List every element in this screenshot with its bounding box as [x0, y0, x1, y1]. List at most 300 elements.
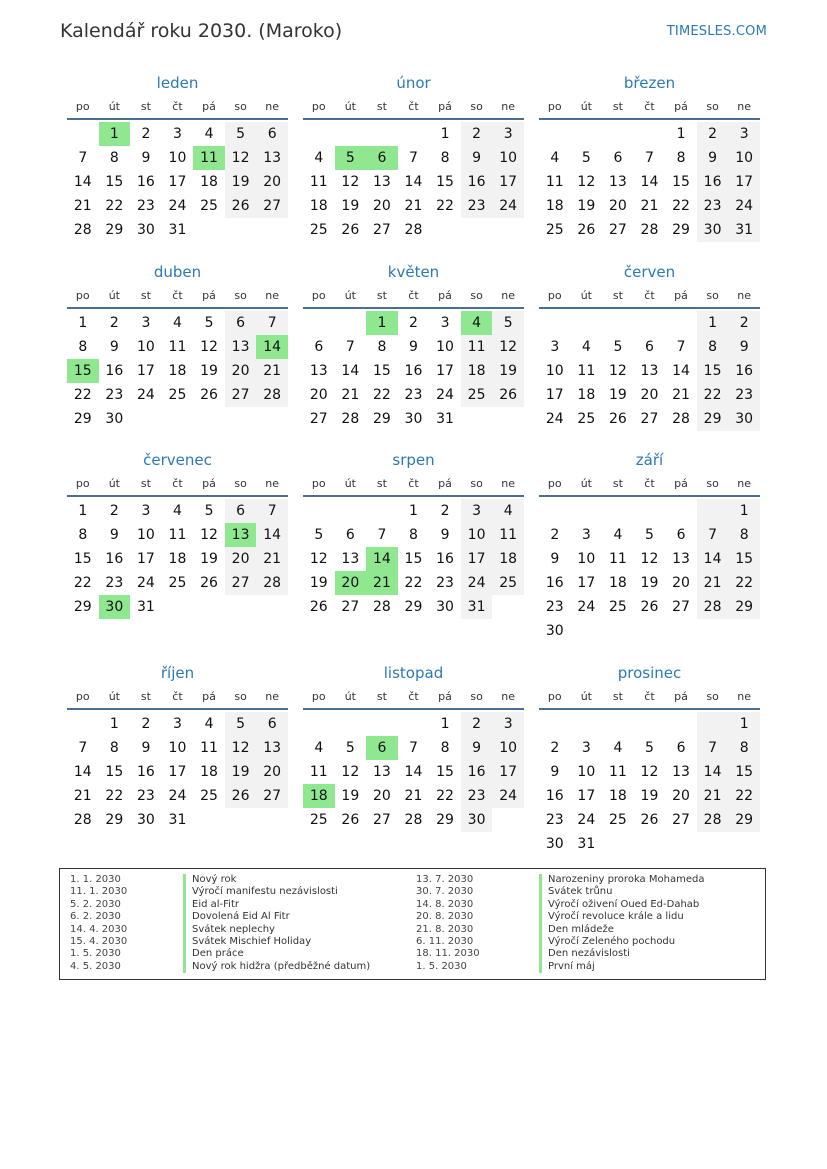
weekday-label: po	[311, 288, 326, 302]
day-cell: 5	[204, 315, 214, 331]
legend-date: 6. 11. 2030	[416, 935, 474, 947]
legend-holiday-name: Výročí manifestu nezávislosti	[183, 886, 370, 898]
day-cell: 2	[461, 122, 493, 146]
weekday-label: čt	[408, 476, 419, 490]
day-cell: 13	[672, 551, 690, 567]
day-cell: 7	[409, 740, 418, 756]
day-cell: 3	[440, 315, 450, 331]
day-cell-empty	[256, 595, 288, 619]
day-cell: 25	[608, 599, 627, 615]
month-listopad	[303, 662, 524, 832]
day-cell: 10	[136, 527, 155, 543]
day-cell: 30	[105, 411, 124, 427]
day-cell-empty	[193, 218, 225, 242]
day-cell: 6	[676, 740, 686, 756]
day-cell: 18	[608, 788, 627, 804]
weekday-header	[67, 283, 288, 309]
day-cell: 28	[372, 599, 391, 615]
day-cell: 7	[676, 339, 686, 355]
day-cell: 7	[78, 150, 88, 166]
legend-date: 14. 8. 2030	[416, 898, 474, 910]
day-cell: 28	[73, 222, 92, 238]
day-cell: 22	[404, 575, 423, 591]
day-cell: 2	[109, 315, 119, 331]
day-cell: 25	[577, 411, 596, 427]
day-cell: 23	[404, 387, 423, 403]
day-cell: 6	[314, 339, 324, 355]
weekday-label: pá	[674, 476, 688, 490]
day-cell: 6	[225, 311, 257, 335]
day-cell: 25	[461, 383, 493, 407]
day-cell: 17	[436, 363, 454, 379]
legend-col-dates-right	[416, 874, 480, 973]
day-cell: 26	[640, 599, 659, 615]
day-cell: 28	[404, 222, 423, 238]
weekday-label: pá	[202, 689, 216, 703]
day-cell: 31	[168, 222, 187, 238]
day-cell: 29	[728, 808, 760, 832]
day-cell: 21	[672, 387, 690, 403]
weekday-label: so	[470, 288, 483, 302]
weekday-label: po	[311, 476, 326, 490]
day-cell: 26	[577, 222, 596, 238]
day-cell-empty	[539, 499, 571, 523]
legend-date: 21. 8. 2030	[416, 923, 474, 935]
weekday-label: st	[612, 476, 623, 490]
day-cell: 17	[577, 575, 596, 591]
day-cell: 30	[545, 623, 564, 639]
day-cell: 25	[309, 812, 328, 828]
day-cell: 2	[440, 503, 450, 519]
day-cell-empty	[398, 122, 430, 146]
day-cell-empty	[492, 808, 524, 832]
legend-date: 4. 5. 2030	[70, 960, 121, 972]
day-cell: 8	[78, 339, 88, 355]
weekday-label: st	[140, 288, 151, 302]
day-cell: 20	[372, 788, 391, 804]
weekday-label: po	[547, 288, 562, 302]
month-červen	[539, 261, 760, 431]
day-cell: 15	[436, 764, 454, 780]
weekday-label: po	[75, 689, 90, 703]
month-name: leden	[156, 74, 199, 92]
day-cell: 1	[109, 716, 119, 732]
weekday-label: út	[108, 99, 120, 113]
legend-date: 1. 1. 2030	[70, 874, 121, 885]
day-cell: 16	[461, 760, 493, 784]
day-cell: 26	[492, 383, 524, 407]
month-prosinec	[539, 662, 760, 856]
day-cell: 29	[73, 599, 92, 615]
day-cell: 2	[461, 712, 493, 736]
day-cell: 14	[697, 760, 729, 784]
weekday-header	[539, 684, 760, 710]
day-cell: 8	[676, 150, 686, 166]
month-name: listopad	[383, 664, 444, 682]
day-cell-empty	[539, 122, 571, 146]
legend-date: 18. 11. 2030	[416, 948, 480, 960]
day-cell: 31	[168, 812, 187, 828]
day-cell: 11	[608, 551, 627, 567]
day-cell: 5	[225, 712, 257, 736]
legend-holiday-name: Den práce	[183, 948, 370, 960]
day-cell: 24	[545, 411, 564, 427]
day-cell: 18	[608, 575, 627, 591]
weekday-label: so	[706, 288, 719, 302]
day-cell: 11	[168, 339, 187, 355]
weekday-label: so	[234, 288, 247, 302]
day-cell: 17	[168, 764, 187, 780]
weekday-label: so	[706, 476, 719, 490]
day-cell: 14	[256, 335, 288, 359]
day-cell: 4	[550, 150, 560, 166]
day-cell: 18	[200, 764, 218, 780]
day-cell: 24	[461, 571, 493, 595]
weekday-header	[539, 471, 760, 497]
day-cell-empty	[193, 808, 225, 832]
day-cell: 10	[545, 363, 564, 379]
month-name: únor	[396, 74, 431, 92]
weekday-label: ne	[501, 99, 516, 113]
day-grid	[539, 712, 760, 856]
day-cell: 7	[78, 740, 88, 756]
day-cell: 3	[492, 122, 524, 146]
day-cell: 26	[309, 599, 328, 615]
weekday-label: st	[612, 99, 623, 113]
day-cell: 13	[256, 146, 288, 170]
day-cell: 19	[200, 363, 218, 379]
day-cell: 16	[545, 788, 564, 804]
day-cell: 29	[436, 812, 454, 828]
day-cell: 30	[697, 218, 729, 242]
day-cell: 30	[728, 407, 760, 431]
day-cell: 18	[545, 198, 564, 214]
day-cell: 23	[436, 575, 454, 591]
day-cell: 8	[440, 740, 450, 756]
legend-col-names-left	[183, 874, 370, 973]
legend-holiday-name: Nový rok hidžra (předběžné datum)	[183, 961, 370, 973]
day-cell: 8	[440, 150, 450, 166]
weekday-label: čt	[644, 476, 655, 490]
legend-date: 1. 5. 2030	[70, 948, 121, 960]
day-cell: 30	[461, 808, 493, 832]
day-cell: 15	[105, 174, 124, 190]
day-grid	[539, 499, 760, 643]
day-cell: 21	[73, 198, 92, 214]
weekday-label: po	[547, 689, 562, 703]
day-cell: 20	[672, 788, 690, 804]
day-cell: 31	[577, 836, 596, 852]
day-cell: 20	[225, 359, 257, 383]
day-cell: 3	[581, 740, 591, 756]
day-cell: 9	[697, 146, 729, 170]
day-cell: 3	[173, 126, 182, 142]
day-cell: 19	[225, 170, 257, 194]
day-cell: 26	[341, 812, 360, 828]
weekday-label: čt	[408, 689, 419, 703]
day-cell: 13	[309, 363, 328, 379]
month-červenec	[67, 449, 288, 619]
day-cell: 19	[341, 788, 360, 804]
day-cell: 23	[105, 575, 124, 591]
day-cell: 18	[461, 359, 493, 383]
weekday-label: po	[75, 476, 90, 490]
day-cell-empty	[697, 499, 729, 523]
day-cell-empty	[492, 218, 524, 242]
day-cell-empty	[461, 407, 493, 431]
day-cell: 26	[225, 784, 257, 808]
day-cell: 13	[372, 764, 391, 780]
day-cell-empty	[602, 619, 634, 643]
day-cell: 28	[256, 571, 288, 595]
day-cell: 19	[225, 760, 257, 784]
day-cell: 1	[78, 315, 88, 331]
day-cell: 22	[436, 198, 454, 214]
day-cell: 15	[728, 760, 760, 784]
day-cell: 5	[204, 503, 214, 519]
day-cell: 11	[309, 764, 328, 780]
calendar-grid	[67, 72, 760, 852]
day-cell: 14	[697, 547, 729, 571]
day-cell-empty	[256, 218, 288, 242]
month-září	[539, 449, 760, 643]
day-cell-empty	[225, 595, 257, 619]
day-cell: 12	[640, 551, 659, 567]
day-cell: 13	[372, 174, 391, 190]
day-cell-empty	[225, 407, 257, 431]
day-cell: 4	[173, 503, 182, 519]
day-cell: 4	[173, 315, 182, 331]
day-cell-empty	[571, 499, 603, 523]
day-cell-empty	[728, 619, 760, 643]
weekday-label: so	[470, 476, 483, 490]
day-cell: 27	[341, 599, 360, 615]
weekday-label: pá	[438, 99, 452, 113]
day-cell: 23	[461, 784, 493, 808]
day-cell: 24	[168, 198, 187, 214]
day-cell-empty	[193, 407, 225, 431]
day-cell: 2	[141, 716, 151, 732]
day-cell-empty	[634, 499, 666, 523]
day-cell: 29	[372, 411, 391, 427]
day-cell: 14	[256, 523, 288, 547]
site-logo[interactable]: TIMESLES.COM	[666, 24, 767, 39]
day-cell: 14	[672, 363, 690, 379]
day-cell: 8	[109, 150, 119, 166]
day-cell: 9	[550, 764, 560, 780]
day-cell: 11	[461, 335, 493, 359]
day-cell: 19	[577, 198, 596, 214]
day-cell: 9	[109, 339, 119, 355]
day-cell: 5	[345, 740, 355, 756]
day-grid	[303, 499, 524, 619]
day-cell: 14	[640, 174, 659, 190]
weekday-header	[303, 94, 524, 120]
day-cell-empty	[225, 218, 257, 242]
weekday-label: st	[140, 99, 151, 113]
weekday-label: pá	[674, 99, 688, 113]
legend-holiday-name: Výročí Zeleného pochodu	[539, 936, 704, 948]
day-cell: 12	[341, 764, 360, 780]
day-cell: 7	[697, 523, 729, 547]
day-cell: 7	[377, 527, 387, 543]
day-cell: 9	[461, 146, 493, 170]
legend-holiday-name: Výročí oživení Oued Ed-Dahab	[539, 899, 704, 911]
day-cell: 21	[256, 359, 288, 383]
day-cell: 16	[461, 170, 493, 194]
day-cell: 4	[314, 740, 324, 756]
day-cell: 31	[728, 218, 760, 242]
day-cell-empty	[539, 311, 571, 335]
day-cell: 16	[105, 551, 124, 567]
day-cell: 20	[256, 170, 288, 194]
day-cell: 4	[492, 499, 524, 523]
day-cell: 11	[577, 363, 596, 379]
day-cell: 28	[697, 808, 729, 832]
day-cell: 9	[440, 527, 450, 543]
day-cell: 9	[461, 736, 493, 760]
month-name: březen	[623, 74, 676, 92]
weekday-label: st	[612, 288, 623, 302]
day-cell: 25	[492, 571, 524, 595]
day-cell: 31	[461, 595, 493, 619]
day-cell-empty	[634, 712, 666, 736]
day-cell: 22	[728, 784, 760, 808]
day-cell: 24	[492, 194, 524, 218]
day-cell-empty	[67, 122, 99, 146]
legend-date: 6. 2. 2030	[70, 911, 121, 923]
day-cell: 4	[204, 716, 214, 732]
day-cell: 16	[436, 551, 454, 567]
weekday-label: pá	[438, 288, 452, 302]
day-cell: 28	[256, 383, 288, 407]
day-cell: 28	[73, 812, 92, 828]
weekday-label: st	[376, 288, 387, 302]
day-cell: 20	[225, 547, 257, 571]
day-cell-empty	[602, 712, 634, 736]
weekday-label: út	[344, 689, 356, 703]
day-cell: 12	[341, 174, 360, 190]
day-cell: 13	[341, 551, 360, 567]
day-cell-empty	[665, 712, 697, 736]
day-cell-empty	[492, 595, 524, 619]
legend-holiday-name: Svátek neplechy	[183, 924, 370, 936]
day-cell: 25	[608, 812, 627, 828]
day-cell: 16	[545, 575, 564, 591]
day-cell: 24	[136, 575, 155, 591]
weekday-label: ne	[501, 476, 516, 490]
day-cell: 17	[461, 547, 493, 571]
weekday-label: st	[140, 476, 151, 490]
day-cell: 9	[728, 335, 760, 359]
month-květen	[303, 261, 524, 431]
legend-holiday-name: Výročí revoluce krále a lidu	[539, 911, 704, 923]
legend-col-names-right	[539, 874, 704, 973]
day-cell: 10	[136, 339, 155, 355]
day-cell-empty	[602, 499, 634, 523]
day-cell: 17	[492, 760, 524, 784]
day-cell: 5	[335, 146, 367, 170]
day-cell: 3	[173, 716, 182, 732]
day-cell: 25	[200, 788, 218, 804]
weekday-label: ne	[265, 99, 280, 113]
weekday-label: so	[234, 689, 247, 703]
day-cell: 28	[672, 411, 690, 427]
day-cell: 22	[728, 571, 760, 595]
day-cell: 8	[728, 736, 760, 760]
month-únor	[303, 72, 524, 242]
day-cell: 21	[366, 571, 398, 595]
weekday-label: po	[311, 689, 326, 703]
weekday-header	[67, 471, 288, 497]
weekday-label: pá	[438, 689, 452, 703]
day-grid	[539, 122, 760, 242]
day-grid	[303, 712, 524, 832]
day-cell: 22	[73, 387, 92, 403]
day-cell: 8	[409, 527, 418, 543]
day-cell: 16	[136, 174, 155, 190]
day-cell: 8	[78, 527, 88, 543]
day-cell-empty	[634, 122, 666, 146]
weekday-label: ne	[265, 288, 280, 302]
day-cell: 27	[225, 571, 257, 595]
weekday-label: ne	[265, 689, 280, 703]
weekday-label: út	[344, 288, 356, 302]
day-cell: 9	[550, 551, 560, 567]
weekday-label: út	[580, 689, 592, 703]
day-cell: 5	[225, 122, 257, 146]
legend-holiday-name: Den nezávislosti	[539, 948, 704, 960]
day-cell: 15	[697, 359, 729, 383]
day-cell-empty	[602, 122, 634, 146]
day-cell: 6	[676, 527, 686, 543]
day-cell: 30	[545, 836, 564, 852]
day-cell: 13	[672, 764, 690, 780]
day-cell: 31	[436, 411, 454, 427]
day-cell: 26	[640, 812, 659, 828]
holiday-legend	[59, 868, 766, 980]
weekday-label: so	[234, 99, 247, 113]
day-cell: 27	[256, 784, 288, 808]
day-cell: 21	[697, 571, 729, 595]
day-cell-empty	[697, 832, 729, 856]
weekday-header	[67, 684, 288, 710]
day-cell: 3	[141, 315, 151, 331]
day-cell: 2	[550, 740, 560, 756]
day-cell: 27	[372, 222, 391, 238]
weekday-label: út	[344, 476, 356, 490]
weekday-label: pá	[674, 689, 688, 703]
day-cell: 11	[492, 523, 524, 547]
day-cell: 30	[404, 411, 423, 427]
day-cell-empty	[303, 311, 335, 335]
day-cell-empty	[67, 712, 99, 736]
weekday-label: út	[580, 476, 592, 490]
legend-holiday-name: Dovolená Eid Al Fitr	[183, 911, 370, 923]
day-cell: 29	[105, 222, 124, 238]
legend-date: 20. 8. 2030	[416, 911, 474, 923]
day-cell: 15	[436, 174, 454, 190]
day-cell: 30	[136, 812, 155, 828]
day-cell: 18	[168, 363, 187, 379]
day-cell: 5	[314, 527, 324, 543]
day-cell: 20	[372, 198, 391, 214]
day-cell-empty	[335, 311, 367, 335]
day-cell: 22	[105, 788, 124, 804]
day-cell: 8	[697, 335, 729, 359]
day-cell-empty	[335, 712, 367, 736]
day-cell: 18	[577, 387, 596, 403]
